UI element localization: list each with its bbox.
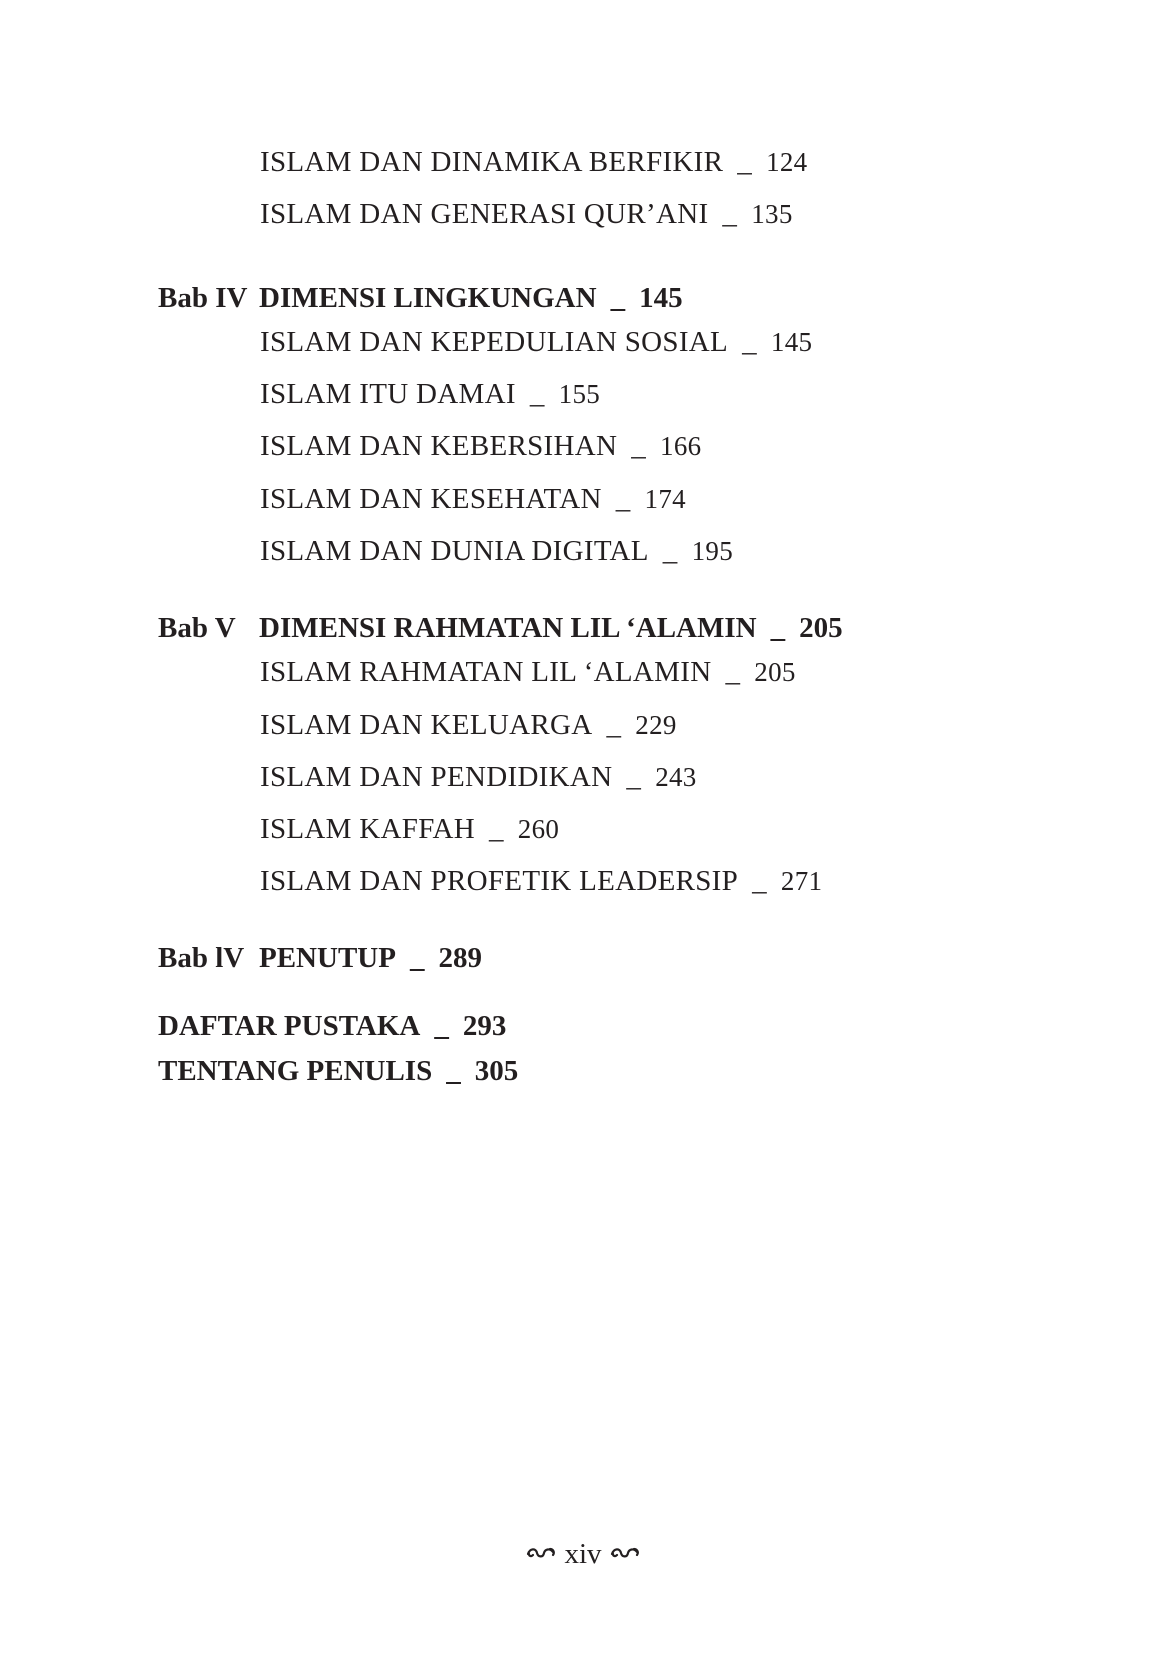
toc-separator: _ [610, 282, 626, 314]
toc-page-number: 243 [655, 762, 697, 792]
ornament-swirl-icon [526, 1543, 556, 1565]
toc-entry-title: ISLAM RAHMATAN LIL ‘ALAMIN [260, 656, 712, 688]
page-number: xiv [564, 1538, 602, 1570]
toc-separator: _ [606, 709, 622, 741]
toc-chapter-heading[interactable] [158, 284, 683, 313]
toc-separator: _ [529, 378, 545, 410]
toc-entry[interactable] [260, 711, 677, 740]
toc-page-number: 289 [438, 942, 482, 974]
page-footer [0, 1540, 1166, 1569]
toc-entry-title: ISLAM KAFFAH [260, 813, 475, 845]
toc-entry[interactable] [260, 432, 701, 461]
chapter-label: Bab V [158, 612, 236, 644]
chapter-title: PENUTUP [259, 942, 396, 974]
toc-entry-title: ISLAM DAN KEBERSIHAN [260, 430, 618, 462]
toc-page-number: 271 [780, 866, 823, 896]
toc-separator: _ [770, 612, 786, 644]
toc-page-number: 174 [644, 484, 686, 514]
toc-entry-title: ISLAM ITU DAMAI [260, 378, 516, 410]
toc-entry[interactable] [260, 200, 793, 229]
toc-entry-title: ISLAM DAN KEPEDULIAN SOSIAL [260, 326, 729, 358]
toc-page-number: 229 [635, 710, 677, 740]
toc-separator: _ [742, 326, 757, 358]
toc-page-number: 293 [462, 1010, 507, 1042]
toc-entry-title: ISLAM DAN GENERASI QUR’ANI [260, 198, 709, 230]
toc-page-number: 124 [766, 147, 808, 177]
toc-back-matter-entry[interactable] [158, 1057, 518, 1086]
toc-page-number: 145 [639, 282, 683, 314]
chapter-title: DIMENSI RAHMATAN LIL ‘ALAMIN [259, 612, 757, 644]
toc-entry[interactable] [260, 763, 697, 792]
toc-entry-title: ISLAM DAN DUNIA DIGITAL [260, 535, 649, 567]
toc-entry-title: ISLAM DAN KELUARGA [260, 709, 593, 741]
toc-separator: _ [434, 1010, 449, 1042]
toc-chapter-heading[interactable] [158, 944, 482, 973]
toc-separator: _ [722, 198, 738, 230]
ornament-swirl-icon [610, 1543, 640, 1565]
toc-entry-title: ISLAM DAN PENDIDIKAN [260, 761, 613, 793]
toc-page-number: 205 [799, 612, 843, 644]
toc-page-number: 205 [754, 657, 796, 687]
toc-separator: _ [725, 656, 741, 688]
toc-entry-title: DAFTAR PUSTAKA [158, 1010, 421, 1042]
toc-page-number: 305 [474, 1055, 519, 1087]
toc-separator: _ [488, 813, 504, 845]
toc-separator: _ [626, 761, 642, 793]
chapter-label: Bab IV [158, 282, 248, 314]
toc-separator: _ [662, 535, 678, 567]
toc-entry[interactable] [260, 815, 559, 844]
toc-page-number: 195 [691, 536, 734, 566]
toc-entry[interactable] [260, 380, 600, 409]
toc-back-matter-entry[interactable] [158, 1012, 506, 1041]
toc-page-number: 145 [770, 327, 813, 357]
chapter-title: DIMENSI LINGKUNGAN [259, 282, 597, 314]
toc-entry-title: TENTANG PENULIS [158, 1055, 433, 1087]
toc-entry[interactable] [260, 485, 686, 514]
toc-entry[interactable] [260, 658, 796, 687]
toc-separator: _ [409, 942, 425, 974]
toc-entry-title: ISLAM DAN DINAMIKA BERFIKIR [260, 146, 724, 178]
toc-separator: _ [446, 1055, 461, 1087]
toc-entry[interactable] [260, 328, 812, 357]
toc-entry[interactable] [260, 867, 822, 896]
toc-separator: _ [752, 865, 767, 897]
toc-separator: _ [737, 146, 753, 178]
toc-page-number: 260 [517, 814, 560, 844]
toc-separator: _ [631, 430, 647, 462]
chapter-label: Bab lV [158, 942, 245, 974]
toc-separator: _ [615, 483, 631, 515]
toc-entry-title: ISLAM DAN KESEHATAN [260, 483, 602, 515]
toc-page-number: 166 [660, 431, 702, 461]
toc-entry[interactable] [260, 148, 807, 177]
toc-chapter-heading[interactable] [158, 614, 843, 643]
toc-page-number: 155 [558, 379, 601, 409]
toc-page-number: 135 [751, 199, 793, 229]
toc-entry[interactable] [260, 537, 733, 566]
toc-entry-title: ISLAM DAN PROFETIK LEADERSIP [260, 865, 739, 897]
